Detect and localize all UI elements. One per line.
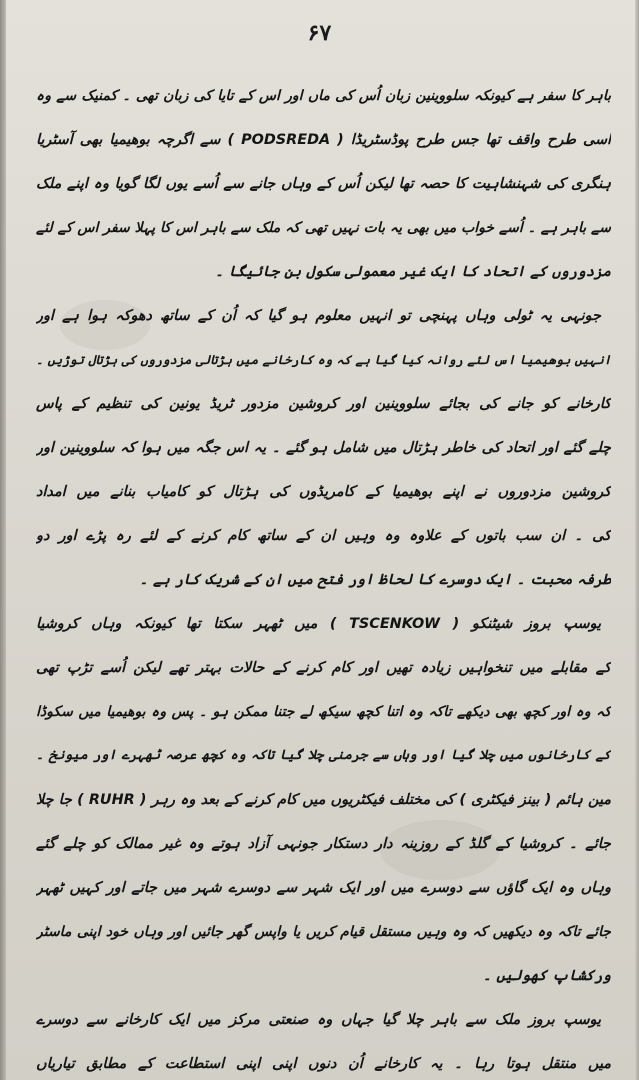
text-line: چلے گئے اور اتحاد کی خاطر ہڑتال میں شامل ہو گئے ۔ یہ اس جگہ میں ہوا کہ سلووینین اور bbox=[36, 440, 611, 456]
text-line: کروشین مزدوروں نے اپنے بوھیمیا کے کامریڈوں کی ہڑتال کو کامیاب بنانے میں امداد bbox=[36, 484, 611, 500]
text-line: کی ۔ ان سب باتوں کے علاوہ وہ وہیں ان کے ساتھ کام کرنے کے لئے رہ پڑے اور دو bbox=[36, 528, 611, 544]
text-line: جائے تاکہ وہ دیکھیں کہ وہ وہیں مستقل قیام کریں یا واپس گھر جائیں اور وہاں خود اپنی ماسٹر bbox=[36, 924, 611, 940]
text-line: یوسپ بروز شیٹنکو ( TSCENKOW ) میں ٹھہر سکتا تھا کیونکہ وہاں کروشیا bbox=[36, 616, 601, 632]
text-line: جائے ۔ کروشیا کے گلڈ کے روزینہ دار دستکار جونہی آزاد ہوتے وہ غیر ممالک کو چلے گئے bbox=[36, 836, 611, 852]
text-line: جونہی یہ ٹولی وہاں پہنچی تو انہیں معلوم ہو گیا کہ اُن کے ساتھ دھوکہ ہوا ہے اور bbox=[36, 308, 601, 324]
text-line: ورکشاپ کھولیں ۔ bbox=[482, 968, 611, 984]
text-line: کے مقابلے میں تنخواہیں زیادہ تھیں اور کام کرنے کے حالات بہتر تھے لیکن اُسے تڑپ تھی bbox=[36, 660, 611, 676]
page-number: ۶۷ bbox=[307, 20, 332, 46]
body-text bbox=[36, 74, 611, 1072]
text-line: طرفہ محبت ۔ ایک دوسرے کا لحاظ اور فتح میں ان کے شریک کار ہے ۔ bbox=[139, 572, 611, 588]
text-line: کارخانے کو جانے کی بجائے سلووینین اور کروشین مزدور ٹریڈ یونین کی تنظیم کے پاس bbox=[36, 396, 611, 412]
page-outer-edge bbox=[635, 0, 639, 1080]
text-line: سے باہر ہے ۔ اُسے خواب میں بھی یہ بات نہیں تھی کہ ملک سے باہر اس کا پہلا سفر اس کے لئے bbox=[36, 220, 611, 236]
text-line: میں منتقل ہوتا رہا ۔ یہ کارخانے اُن دنوں اپنی اپنی استطاعت کے مطابق تیاریاں bbox=[36, 1056, 611, 1072]
text-line: مین ہائم ( بینز فیکٹری ) کی مختلف فیکٹریوں میں کام کرنے کے بعد وہ رہر ( RUHR ) جا چلا bbox=[36, 792, 611, 808]
text-line: ہنگری کی شہنشاہیت کا حصہ تھا لیکن اُس کے وہاں جانے سے اُسے یوں لگا گویا وہ اپنے ملک bbox=[36, 176, 611, 192]
page-binding-edge bbox=[0, 0, 6, 1080]
text-line: وہاں وہ ایک گاؤں سے دوسرے میں اور ایک شہر سے دوسرے شہر میں جاتے اور کہیں ٹھہر bbox=[36, 880, 611, 896]
text-line: کے کارخانوں میں چلا گیا اور وہاں سے جرمنی چلا گیا تاکہ وہ کچھ عرصہ ٹھہرے اور میونخ ۔ bbox=[36, 748, 611, 763]
text-line: مزدوروں کے اتحاد کا ایک غیر معمولی سکول بن جائیگا ۔ bbox=[215, 264, 611, 280]
text-line: اسی طرح واقف تھا جس طرح پوڈسٹریڈا ( PODSREDA ) سے اگرچہ بوھیمیا بھی آسٹریا bbox=[36, 132, 611, 148]
text-line: یوسپ بروز ملک سے باہر چلا گیا جہاں وہ صنعتی مرکز میں ایک کارخانے سے دوسرے bbox=[36, 1012, 601, 1028]
text-line: باہر کا سفر ہے کیونکہ سلووینین زبان اُس کی ماں اور اس کے تایا کی زبان تھی ۔ کمنیک سے وہ bbox=[36, 88, 611, 104]
text-line: انہیں بوھیمیا اس لئے روانہ کیا گیا ہے کہ وہ کارخانے میں ہڑتالی مزدوروں کی ہڑتال توڑیں ۔ bbox=[36, 352, 611, 367]
text-line: کہ وہ اور کچھ بھی دیکھے تاکہ وہ اتنا کچھ سیکھ لے جتنا ممکن ہو ۔ پس وہ بوھیمیا میں سکوڈا bbox=[36, 704, 611, 720]
